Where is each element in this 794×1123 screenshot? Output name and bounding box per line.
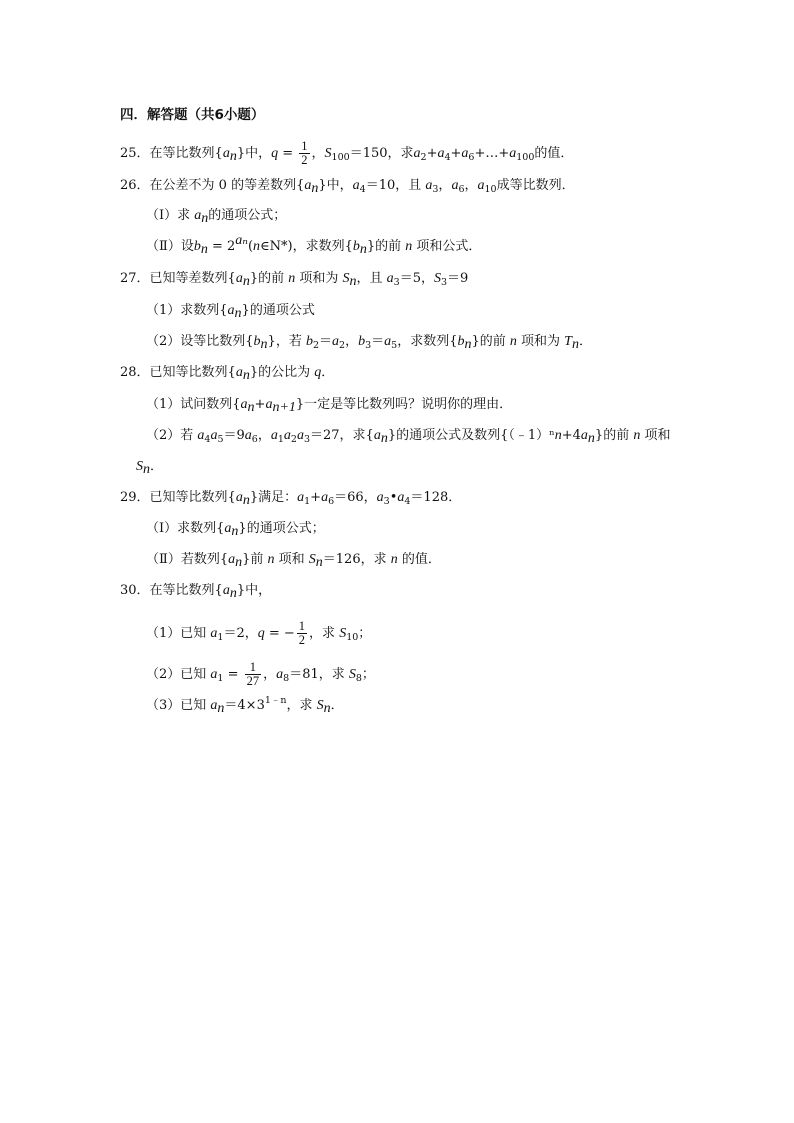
q29-part-1: （Ⅰ）求数列$\{a_n\}$的通项公式； <box>146 521 325 539</box>
q27-part-1: （1）求数列$\{a_n\}$的通项公式 <box>146 303 315 321</box>
q28-part-1: （1）试问数列$\{a_n+a_{n+1}\}$一定是等比数列吗？说明你的理由． <box>146 397 513 415</box>
q29-part-2: （Ⅱ）若数列$\{a_n\}$前 n 项和 $S_n=126$，求 n 的值． <box>146 552 441 570</box>
q26-number: 26． <box>120 178 150 193</box>
fraction-one-27th: $\frac{1}{27}$ <box>246 660 260 688</box>
q30-part-1: （1）已知 $a_1=2$，q = − $\frac{1}{2}$ ，求 $S_{10}$； <box>146 619 372 647</box>
question-30 <box>120 582 271 600</box>
question-28 <box>120 364 334 382</box>
question-25: 25．在等比数列$\{a_n\}$中，q = $\frac{1}{2}$ ，$S_{100}=150$，求$a_2+a_4+a_6+\dots+a_{100}$的值． <box>120 139 574 167</box>
q26-part-1: （Ⅰ）求 $a_n$的通项公式； <box>146 208 287 226</box>
q30-part-2: （2）已知 $a_1$ = $\frac{1}{27}$ ，$a_8=81$，求 $S_8$； <box>146 660 375 688</box>
q26-part-2: （Ⅱ）设$b_n$ = $2^{a_n}(n\in N*)$，求数列$\{b_n\}$的前 n 项和公式． <box>146 233 482 257</box>
question-29 <box>120 489 461 507</box>
q28-part-2: （2）若 $a_4a_5=9a_6$，$a_1a_2a_3=27$，求$\{a_n\}$的通项公式及数列$\{(﹣1)^nn+4a_n\}$的前 n 项和 <box>146 428 671 446</box>
fraction-one-half: $\frac{1}{2}$ <box>301 139 308 167</box>
q28-part-2-continued: $S_n$． <box>136 459 164 477</box>
q26-stem: 在公差不为 0 的等差数列$\{a_n\}$中，$a_4=10$，且 $a_3$，$a_6$，$a_{10}$成等比数列． <box>149 178 575 196</box>
q28-number: 28． <box>120 365 150 380</box>
q30-stem: 在等比数列$\{a_n\}$中， <box>149 583 272 601</box>
q30-number: 30． <box>120 583 150 598</box>
q27-part-2: （2）设等比数列$\{b_n\}$，若 $b_2=a_2$，$b_3=a_5$，求数列$\{b_n\}$的前 n 项和为 $T_n$． <box>146 334 592 352</box>
question-27 <box>120 270 468 288</box>
q28-stem: 已知等比数列$\{a_n\}$的公比为 q． <box>149 365 335 383</box>
q30-part-3: （3）已知 $a_n=4\times 3^{1﹣n}$，求 $S_n$． <box>146 695 344 716</box>
q29-stem: 已知等比数列$\{a_n\}$满足：$a_1+a_6=66$，$a_3•a_4=128$． <box>149 490 462 508</box>
section-title: 四．解答题（共6小题） <box>120 107 265 123</box>
question-26 <box>120 177 575 195</box>
q27-stem: 已知等差数列$\{a_n\}$的前 n 项和为 $S_n$，且 $a_3=5$，$S_3=9$ <box>149 271 469 289</box>
q27-number: 27． <box>120 271 150 286</box>
q29-number: 29． <box>120 490 150 505</box>
q25-number: 25． <box>120 146 150 161</box>
fraction-one-half: $\frac{1}{2}$ <box>298 619 306 647</box>
